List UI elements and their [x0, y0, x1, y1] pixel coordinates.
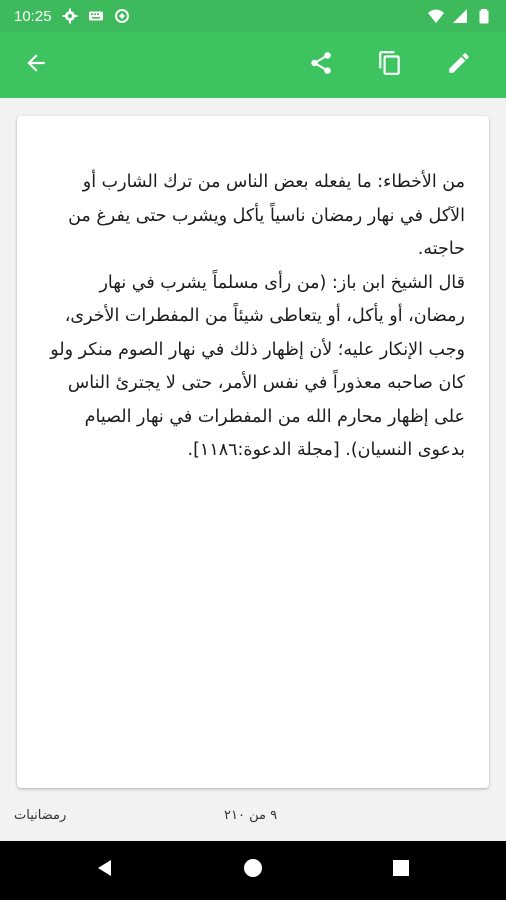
category-label: رمضانيات [14, 808, 67, 823]
sync-icon [114, 8, 130, 24]
wifi-icon [428, 8, 444, 24]
nav-recents-button[interactable] [386, 855, 416, 885]
back-triangle-icon [95, 858, 115, 882]
navigation-bar [0, 841, 506, 900]
paragraph-mistake: من الأخطاء: ما يفعله بعض الناس من ترك الشارب أو الآكل في نهار رمضان ناسياً يأكل ويشرب حتى يفرغ من حاجته. [68, 172, 465, 259]
edit-button[interactable] [439, 45, 479, 85]
keyboard-icon [88, 8, 104, 24]
share-button[interactable] [301, 45, 341, 85]
copy-icon [377, 50, 403, 80]
app-bar [0, 32, 506, 98]
home-circle-icon [243, 858, 263, 882]
status-time: 10:25 [14, 7, 52, 25]
share-icon [308, 50, 334, 80]
signal-icon [452, 8, 468, 24]
card-text [49, 166, 465, 468]
footer [0, 800, 506, 840]
status-right [428, 8, 492, 24]
battery-icon [476, 8, 492, 24]
back-button[interactable] [16, 45, 56, 85]
edit-pencil-icon [446, 50, 472, 80]
nav-back-button[interactable] [90, 855, 120, 885]
content-card [17, 116, 489, 788]
status-left [14, 8, 130, 25]
status-bar [0, 0, 506, 32]
nav-home-button[interactable] [238, 855, 268, 885]
gear-icon [62, 8, 78, 24]
page-indicator: ٩ من ٢١٠ [224, 808, 278, 823]
back-arrow-icon [23, 50, 49, 80]
paragraph-quote: قال الشيخ ابن باز: (من رأى مسلماً يشرب في نهار رمضان، أو يأكل، أو يتعاطى شيئاً من المفطرات الأخرى، وجب الإنكار عليه؛ لأن إظهار ذلك في نهار الصوم منكر ولو كان صاحبه معذوراً في نفس الأمر، حتى لا يجترئ الناس على إظهار محارم الله من المفطرات في نهار الصيام بدعوى النسيان). [مجلة الدعوة:١١٨٦]. [50, 272, 465, 460]
recents-square-icon [391, 858, 411, 882]
copy-button[interactable] [370, 45, 410, 85]
